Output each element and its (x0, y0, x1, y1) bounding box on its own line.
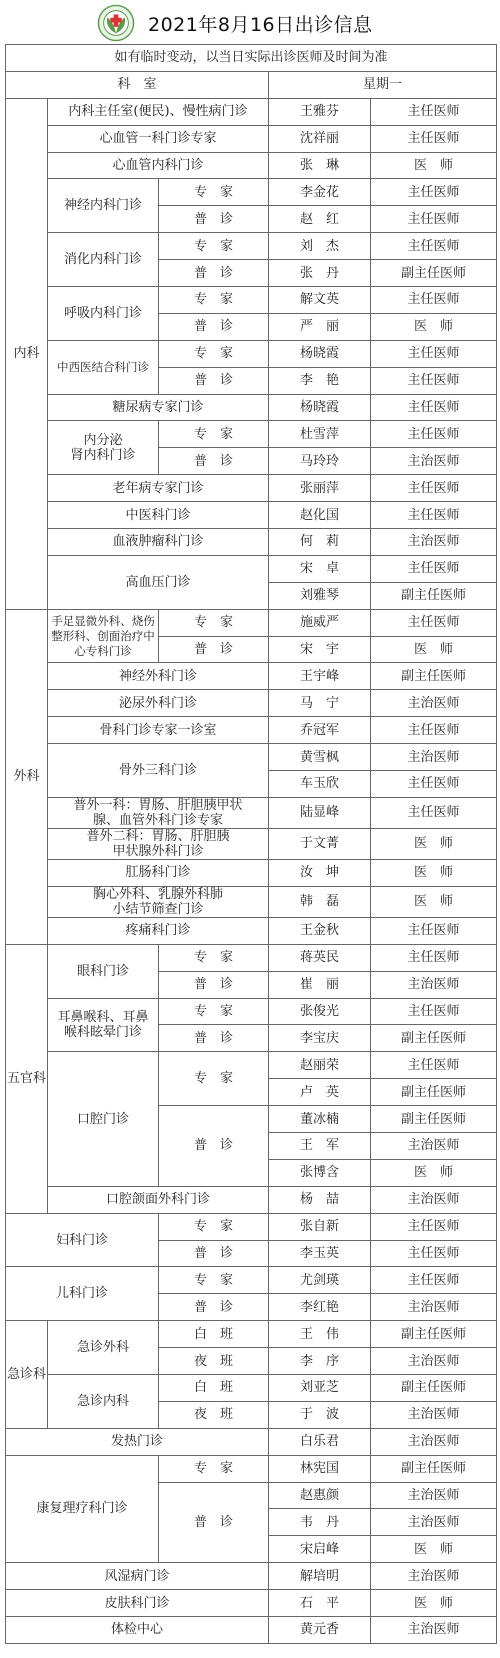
doctor-title: 主任医师 (371, 1213, 497, 1240)
doctor-title: 主任医师 (371, 475, 497, 502)
doctor-title: 主任医师 (371, 1267, 497, 1294)
clinic-type: 普 诊 (159, 1106, 269, 1187)
doctor-name: 马 宁 (269, 690, 371, 717)
department-name: 急诊内科 (48, 1374, 159, 1428)
table-row (6, 421, 497, 448)
table-row (6, 287, 497, 314)
department-name: 皮肤科门诊 (6, 1590, 269, 1617)
doctor-title: 医 师 (371, 828, 497, 859)
doctor-title: 副主任医师 (371, 1106, 497, 1133)
doctor-name: 沈祥丽 (269, 125, 371, 152)
department-name: 口腔颌面外科门诊 (48, 1186, 269, 1213)
department-name: 糖尿病专家门诊 (48, 394, 269, 421)
clinic-type: 普 诊 (159, 206, 269, 233)
doctor-name: 张 丹 (269, 260, 371, 287)
doctor-name: 于 波 (269, 1401, 371, 1428)
doctor-title: 副主任医师 (371, 1025, 497, 1052)
doctor-name: 张博含 (269, 1159, 371, 1186)
doctor-title: 主任医师 (371, 1240, 497, 1267)
doctor-title: 副主任医师 (371, 1321, 497, 1348)
department-name: 普外一科：胃肠、肝胆胰甲状腺、血管外科门诊专家 (48, 797, 269, 828)
doctor-name: 宋 卓 (269, 555, 371, 582)
notice-text: 如有临时变动，以当日实际出诊医师及时间为准 (6, 45, 497, 72)
doctor-name: 王 伟 (269, 1321, 371, 1348)
doctor-name: 杜雪萍 (269, 421, 371, 448)
table-row (6, 152, 497, 179)
doctor-name: 黄元香 (269, 1616, 371, 1643)
doctor-name: 陆显峰 (269, 797, 371, 828)
clinic-type: 专 家 (159, 179, 269, 206)
department-name: 骨外三科门诊 (48, 744, 269, 798)
clinic-type: 普 诊 (159, 260, 269, 287)
doctor-title: 主任医师 (371, 421, 497, 448)
doctor-title: 医 师 (371, 886, 497, 917)
clinic-type: 专 家 (159, 998, 269, 1025)
department-name: 儿科门诊 (6, 1267, 159, 1321)
doctor-title: 副主任医师 (371, 1455, 497, 1482)
doctor-name: 王 军 (269, 1132, 371, 1159)
department-name: 发热门诊 (6, 1428, 269, 1455)
table-row (6, 233, 497, 260)
doctor-name: 王雅芬 (269, 98, 371, 125)
doctor-name: 李玉英 (269, 1240, 371, 1267)
doctor-name: 蒋英民 (269, 944, 371, 971)
table-row (6, 1563, 497, 1590)
notice-row (6, 45, 497, 72)
clinic-type: 专 家 (159, 944, 269, 971)
table-row (6, 886, 497, 917)
doctor-title: 主任医师 (371, 944, 497, 971)
department-name: 手足显微外科、烧伤整形科、创面治疗中心专科门诊 (48, 609, 159, 663)
page-header (0, 0, 500, 44)
clinic-type: 专 家 (159, 1267, 269, 1294)
doctor-name: 赵惠颜 (269, 1482, 371, 1509)
table-row (6, 998, 497, 1025)
department-name: 消化内科门诊 (48, 233, 159, 287)
group-label-internal: 内科 (6, 98, 48, 609)
department-name: 中西医结合科门诊 (48, 340, 159, 394)
doctor-title: 主治医师 (371, 1509, 497, 1536)
clinic-type: 普 诊 (159, 1025, 269, 1052)
table-row (6, 1052, 497, 1079)
table-row (6, 555, 497, 582)
doctor-title: 主任医师 (371, 179, 497, 206)
doctor-title: 主治医师 (371, 1186, 497, 1213)
department-name: 中医科门诊 (48, 502, 269, 529)
doctor-title: 主任医师 (371, 771, 497, 798)
group-label-surgery: 外科 (6, 609, 48, 944)
department-name: 肛肠科门诊 (48, 859, 269, 886)
department-name: 心血管内科门诊 (48, 152, 269, 179)
table-row (6, 690, 497, 717)
doctor-name: 杨 喆 (269, 1186, 371, 1213)
doctor-title: 主任医师 (371, 717, 497, 744)
doctor-name: 王金秋 (269, 917, 371, 944)
doctor-title: 主任医师 (371, 340, 497, 367)
doctor-title: 副主任医师 (371, 663, 497, 690)
hospital-logo-icon (97, 4, 135, 42)
doctor-name: 卢 英 (269, 1079, 371, 1106)
doctor-title: 主任医师 (371, 367, 497, 394)
doctor-name: 韩 磊 (269, 886, 371, 917)
doctor-name: 石 平 (269, 1590, 371, 1617)
doctor-title: 医 师 (371, 313, 497, 340)
doctor-name: 车玉欣 (269, 771, 371, 798)
clinic-type: 普 诊 (159, 971, 269, 998)
doctor-title: 主任医师 (371, 797, 497, 828)
doctor-name: 董冰楠 (269, 1106, 371, 1133)
doctor-name: 刘 杰 (269, 233, 371, 260)
doctor-name: 韦 丹 (269, 1509, 371, 1536)
doctor-name: 乔冠军 (269, 717, 371, 744)
table-row (6, 917, 497, 944)
clinic-type: 普 诊 (159, 313, 269, 340)
table-row (6, 944, 497, 971)
doctor-name: 施威严 (269, 609, 371, 636)
table-row (6, 663, 497, 690)
doctor-title: 主任医师 (371, 1052, 497, 1079)
doctor-name: 李 序 (269, 1348, 371, 1375)
department-name: 神经内科门诊 (48, 179, 159, 233)
doctor-title: 医 师 (371, 1536, 497, 1563)
table-row (6, 1590, 497, 1617)
department-name: 耳鼻喉科、耳鼻喉科眩晕门诊 (48, 998, 159, 1052)
column-header-dept: 科 室 (6, 71, 269, 98)
doctor-title: 主治医师 (371, 448, 497, 475)
doctor-title: 主治医师 (371, 1616, 497, 1643)
column-header-day: 星期一 (269, 71, 497, 98)
department-name: 高血压门诊 (48, 555, 269, 609)
doctor-title: 主治医师 (371, 971, 497, 998)
department-name: 老年病专家门诊 (48, 475, 269, 502)
doctor-name: 赵丽荣 (269, 1052, 371, 1079)
doctor-name: 解培明 (269, 1563, 371, 1590)
doctor-title: 主治医师 (371, 1132, 497, 1159)
doctor-name: 严 丽 (269, 313, 371, 340)
table-row (6, 1428, 497, 1455)
doctor-title: 主治医师 (371, 1428, 497, 1455)
doctor-title: 主任医师 (371, 287, 497, 314)
doctor-title: 医 师 (371, 152, 497, 179)
department-name: 妇科门诊 (6, 1213, 159, 1267)
doctor-name: 解文英 (269, 287, 371, 314)
doctor-title: 主治医师 (371, 1401, 497, 1428)
doctor-title: 主任医师 (371, 98, 497, 125)
table-row (6, 1321, 497, 1348)
clinic-type: 普 诊 (159, 448, 269, 475)
doctor-title: 副主任医师 (371, 260, 497, 287)
group-label-ent: 五官科 (6, 944, 48, 1213)
doctor-title: 主治医师 (371, 690, 497, 717)
department-name: 普外二科：胃肠、肝胆胰甲状腺外科门诊 (48, 828, 269, 859)
doctor-name: 李红艳 (269, 1294, 371, 1321)
department-name: 风湿病门诊 (6, 1563, 269, 1590)
table-row (6, 502, 497, 529)
doctor-title: 主治医师 (371, 1294, 497, 1321)
table-row (6, 125, 497, 152)
doctor-title: 医 师 (371, 1590, 497, 1617)
doctor-name: 李宝庆 (269, 1025, 371, 1052)
clinic-type: 普 诊 (159, 367, 269, 394)
doctor-title: 主任医师 (371, 233, 497, 260)
doctor-name: 汝 坤 (269, 859, 371, 886)
clinic-type: 普 诊 (159, 636, 269, 663)
doctor-title: 主任医师 (371, 609, 497, 636)
department-name: 泌尿外科门诊 (48, 690, 269, 717)
clinic-type: 专 家 (159, 1052, 269, 1106)
doctor-title: 医 师 (371, 636, 497, 663)
doctor-title: 主治医师 (371, 744, 497, 771)
table-row (6, 828, 497, 859)
department-name: 口腔门诊 (48, 1052, 159, 1186)
doctor-name: 张 琳 (269, 152, 371, 179)
doctor-name: 李 艳 (269, 367, 371, 394)
clinic-type: 普 诊 (159, 1240, 269, 1267)
doctor-title: 主任医师 (371, 998, 497, 1025)
doctor-title: 主任医师 (371, 206, 497, 233)
column-header-row (6, 71, 497, 98)
table-row (6, 98, 497, 125)
table-row (6, 859, 497, 886)
doctor-name: 张俊光 (269, 998, 371, 1025)
department-name: 康复理疗科门诊 (6, 1455, 159, 1563)
department-name: 神经外科门诊 (48, 663, 269, 690)
doctor-title: 主任医师 (371, 502, 497, 529)
doctor-name: 黄雪枫 (269, 744, 371, 771)
doctor-title: 主治医师 (371, 1348, 497, 1375)
doctor-name: 何 莉 (269, 529, 371, 556)
doctor-title: 副主任医师 (371, 1079, 497, 1106)
doctor-name: 宋 宇 (269, 636, 371, 663)
table-row (6, 744, 497, 771)
department-name: 骨科门诊专家一诊室 (48, 717, 269, 744)
clinic-type: 专 家 (159, 421, 269, 448)
department-name: 内分泌 肾内科门诊 (48, 421, 159, 475)
doctor-name: 杨晓霞 (269, 340, 371, 367)
page-title: 2021年8月16日出诊信息 (148, 14, 373, 36)
doctor-title: 主任医师 (371, 555, 497, 582)
table-row (6, 1374, 497, 1401)
clinic-type: 专 家 (159, 287, 269, 314)
doctor-title: 主治医师 (371, 1563, 497, 1590)
department-name: 心血管一科门诊专家 (48, 125, 269, 152)
schedule-table (5, 44, 497, 1644)
department-name: 血液肿瘤科门诊 (48, 529, 269, 556)
doctor-title: 副主任医师 (371, 1374, 497, 1401)
doctor-title: 副主任医师 (371, 582, 497, 609)
department-name: 内科主任室(便民)、慢性病门诊 (48, 98, 269, 125)
doctor-name: 刘亚芝 (269, 1374, 371, 1401)
department-name: 胸心外科、乳腺外科肺小结节筛查门诊 (48, 886, 269, 917)
doctor-name: 崔 丽 (269, 971, 371, 998)
table-row (6, 179, 497, 206)
doctor-name: 张自新 (269, 1213, 371, 1240)
clinic-type: 专 家 (159, 233, 269, 260)
doctor-name: 于文菁 (269, 828, 371, 859)
doctor-name: 尤剑瑛 (269, 1267, 371, 1294)
table-row (6, 1455, 497, 1482)
doctor-name: 张丽萍 (269, 475, 371, 502)
doctor-name: 林宪国 (269, 1455, 371, 1482)
table-row (6, 797, 497, 828)
table-row (6, 475, 497, 502)
clinic-type: 专 家 (159, 1455, 269, 1482)
department-name: 眼科门诊 (48, 944, 159, 998)
table-row (6, 717, 497, 744)
table-row (6, 1267, 497, 1294)
department-name: 体检中心 (6, 1616, 269, 1643)
doctor-name: 杨晓霞 (269, 394, 371, 421)
doctor-name: 赵 红 (269, 206, 371, 233)
table-row (6, 1616, 497, 1643)
table-row (6, 609, 497, 636)
doctor-name: 王宇峰 (269, 663, 371, 690)
department-name: 呼吸内科门诊 (48, 287, 159, 341)
doctor-title: 医 师 (371, 1159, 497, 1186)
doctor-name: 马玲玲 (269, 448, 371, 475)
department-name: 急诊外科 (48, 1321, 159, 1375)
doctor-name: 赵化国 (269, 502, 371, 529)
clinic-type: 夜 班 (159, 1401, 269, 1428)
doctor-title: 主治医师 (371, 1482, 497, 1509)
clinic-type: 白 班 (159, 1321, 269, 1348)
clinic-type: 夜 班 (159, 1348, 269, 1375)
doctor-name: 白乐君 (269, 1428, 371, 1455)
table-row (6, 1213, 497, 1240)
table-row (6, 394, 497, 421)
doctor-title: 主任医师 (371, 125, 497, 152)
clinic-type: 专 家 (159, 1213, 269, 1240)
doctor-name: 李金花 (269, 179, 371, 206)
doctor-name: 刘雅琴 (269, 582, 371, 609)
doctor-title: 主任医师 (371, 917, 497, 944)
doctor-title: 主治医师 (371, 529, 497, 556)
clinic-type: 白 班 (159, 1374, 269, 1401)
clinic-type: 专 家 (159, 340, 269, 367)
department-name: 疼痛科门诊 (48, 917, 269, 944)
doctor-title: 医 师 (371, 859, 497, 886)
doctor-title: 主任医师 (371, 394, 497, 421)
clinic-type: 普 诊 (159, 1482, 269, 1563)
group-label-emergency: 急诊科 (6, 1321, 48, 1429)
table-row (6, 1186, 497, 1213)
doctor-name: 宋启峰 (269, 1536, 371, 1563)
clinic-type: 专 家 (159, 609, 269, 636)
table-row (6, 340, 497, 367)
table-row (6, 529, 497, 556)
clinic-type: 普 诊 (159, 1294, 269, 1321)
